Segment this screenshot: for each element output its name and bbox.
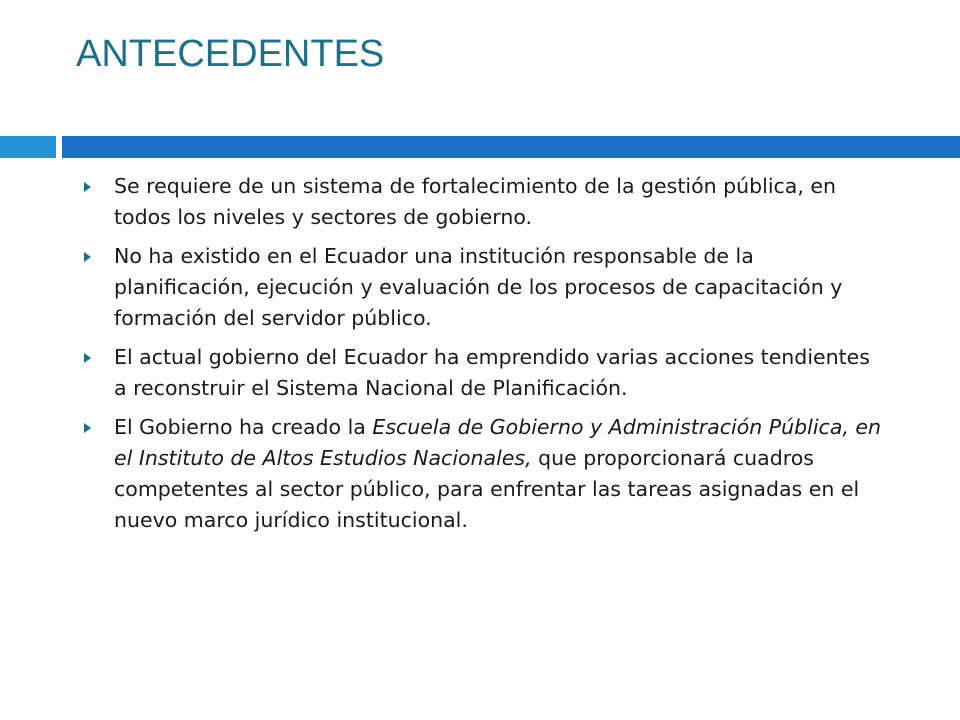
triangle-bullet-icon xyxy=(84,423,91,433)
triangle-bullet-icon xyxy=(84,182,91,192)
list-item xyxy=(84,171,884,233)
list-item xyxy=(84,241,884,334)
bullet-text-italic: Escuela de Gobierno y Administración Pública, en el Instituto de Altos Estudios Nacionales, xyxy=(114,415,882,470)
bullet-text: El actual gobierno del Ecuador ha emprendido varias acciones tendientes a reconstruir el Sistema Nacional de Planificación. xyxy=(114,345,870,400)
bullet-text-end: que proporcionará cuadros competentes al sector público, para enfrentar las tareas asignadas en el nuevo marco jurídico institucional. xyxy=(114,446,860,532)
accent-bar-main xyxy=(62,136,960,158)
bullet-text: No ha existido en el Ecuador una institución responsable de la planificación, ejecución y evaluación de los procesos de capacitación y formación del servidor público. xyxy=(114,244,843,330)
triangle-bullet-icon xyxy=(84,252,91,262)
accent-bar-left xyxy=(0,136,56,158)
bullet-text: Se requiere de un sistema de fortalecimiento de la gestión pública, en todos los niveles y sectores de gobierno. xyxy=(114,174,837,229)
list-item xyxy=(84,412,884,536)
bullet-list xyxy=(84,171,884,544)
triangle-bullet-icon xyxy=(84,353,91,363)
list-item xyxy=(84,342,884,404)
slide-title: ANTECEDENTES xyxy=(76,33,385,75)
bullet-text-start: El Gobierno ha creado la xyxy=(114,415,373,439)
